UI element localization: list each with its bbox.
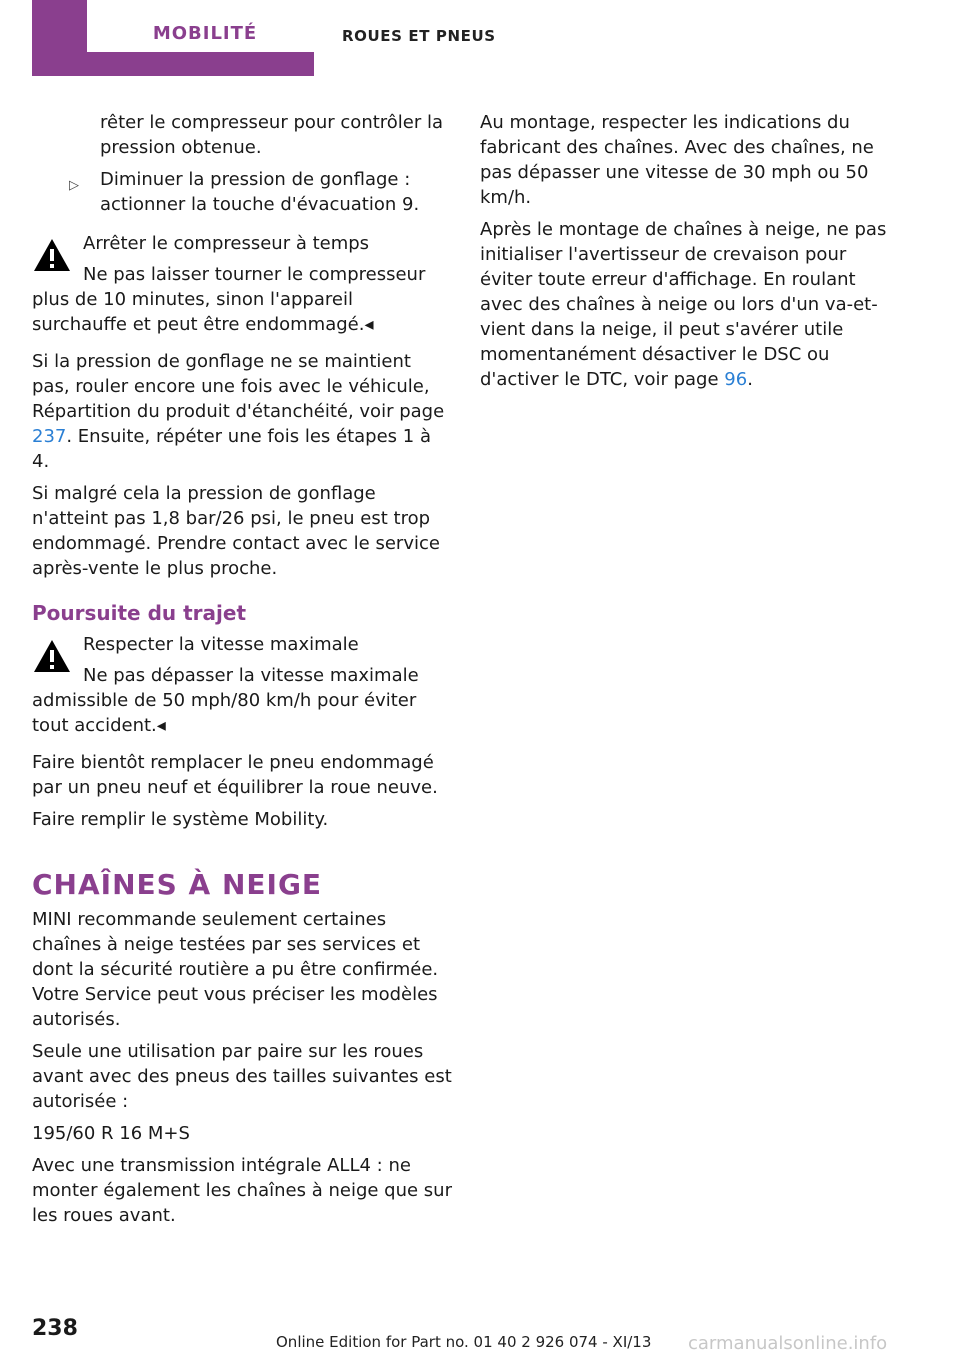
list-item (32, 167, 452, 217)
chapter-tab[interactable] (32, 0, 314, 76)
chapter-tab-label-box (87, 0, 323, 52)
paragraph: Si la pression de gonflage ne se maintient pas, rouler encore une fois avec le véhicule, Répartition du produit d'étanchéité, voir page 237. Ensuite, répéter une fois les étapes 1 à 4. (32, 351, 445, 472)
warning-title: Arrêter le compresseur à temps (83, 233, 370, 254)
warning-box (32, 231, 452, 337)
paragraph: Seule une utilisation par paire sur les roues avant avec des pneus des tailles suivantes est autorisée : (32, 1041, 452, 1112)
paragraph: MINI recommande seulement certaines chaînes à neige testées par ses services et dont la sécurité routière a pu être confirmée. Votre Service peut vous préciser les modèles autorisés. (32, 909, 439, 1030)
subheading: Poursuite du trajet (32, 601, 247, 625)
page-link[interactable]: 237 (32, 426, 67, 447)
paragraph: Après le montage de chaînes à neige, ne pas initialiser l'avertisseur de crevaison pour éviter toute erreur d'affichage. En roulant avec des chaînes à neige ou lors d'un va-et-vient dans la neige, il peut s'avérer utile momentanément désactiver le DSC ou d'activer le DTC, voir page 96. (480, 219, 887, 390)
right-column (480, 110, 900, 399)
paragraph: Faire remplir le système Mobility. (32, 809, 329, 830)
paragraph: Au montage, respecter les indications du fabricant des chaînes. Avec des chaînes, ne pas dépasser une vitesse de 30 mph ou 50 km/h. (480, 112, 874, 208)
page-link[interactable]: 96 (724, 369, 748, 390)
paragraph: Avec une transmission intégrale ALL4 : ne monter également les chaînes à neige que sur les roues avant. (32, 1155, 452, 1226)
section-title: ROUES ET PNEUS (342, 27, 496, 45)
warning-box (32, 632, 452, 738)
paragraph: 195/60 R 16 M+S (32, 1123, 190, 1144)
warning-icon (32, 237, 72, 273)
warning-text: Ne pas dépasser la vitesse maximale admissible de 50 mph/80 km/h pour éviter tout accident.◂ (32, 665, 419, 736)
watermark: carmanualsonline.info (688, 1333, 888, 1354)
list-item-text: Diminuer la pression de gonflage : actionner la touche d'évacuation 9. (100, 169, 420, 215)
left-column (32, 110, 452, 1235)
paragraph: Faire bientôt remplacer le pneu endommagé par un pneu neuf et équilibrer la roue neuve. (32, 752, 438, 798)
page-number: 238 (32, 1316, 78, 1341)
section-heading: CHAÎNES À NEIGE (32, 868, 323, 901)
warning-text: Ne pas laisser tourner le compresseur plus de 10 minutes, sinon l'appareil surchauffe et peut être endommagé.◂ (32, 264, 426, 335)
paragraph-continuation: rêter le compresseur pour contrôler la pression obtenue. (100, 112, 444, 158)
paragraph: Si malgré cela la pression de gonflage n'atteint pas 1,8 bar/26 psi, le pneu est trop endommagé. Prendre contact avec le service après-vente le plus proche. (32, 483, 440, 579)
warning-icon (32, 638, 72, 674)
chapter-tab-label: MOBILITÉ (152, 23, 258, 44)
edition-footer: Online Edition for Part no. 01 40 2 926 074 - XI/13 (276, 1333, 652, 1351)
warning-title: Respecter la vitesse maximale (83, 634, 359, 655)
triangle-bullet-icon: ▷ (69, 178, 79, 193)
